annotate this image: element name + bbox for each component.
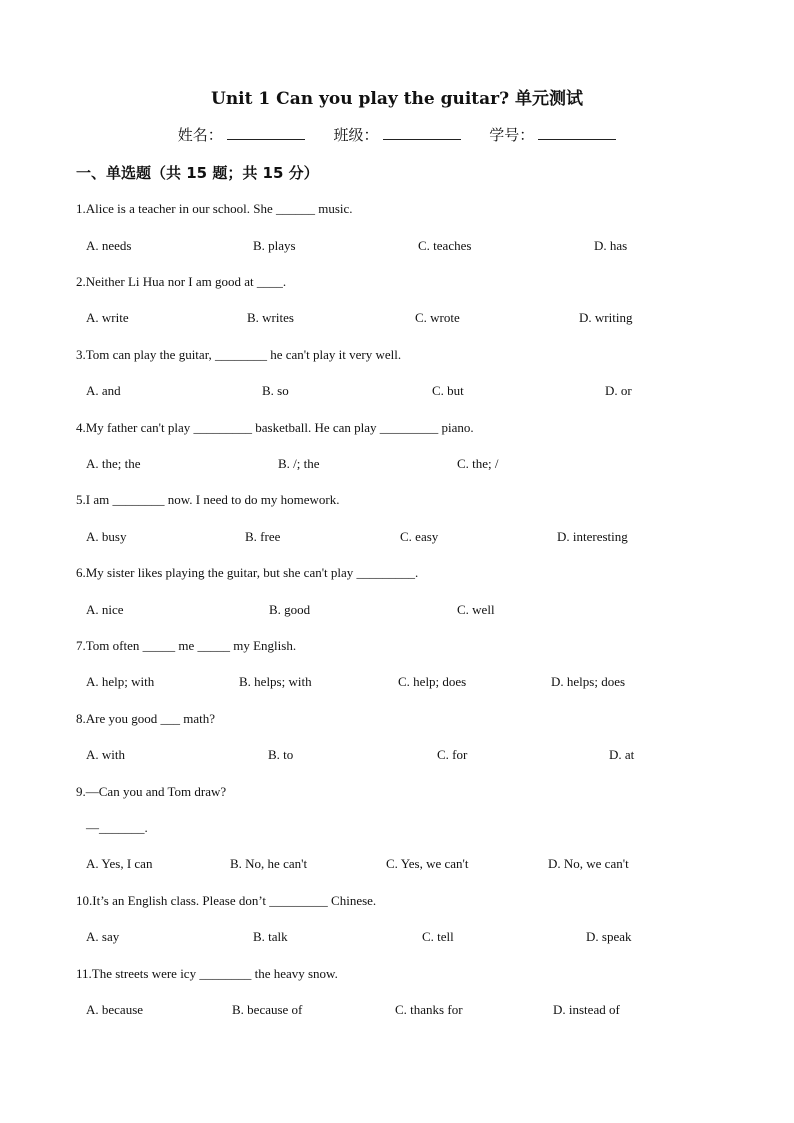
question-4-option-c[interactable]: C. the; / [457,456,499,471]
question-5-option-a[interactable]: A. busy [86,529,127,544]
question-2-option-a[interactable]: A. write [86,310,129,325]
question-10-option-a[interactable]: A. say [86,929,120,944]
question-1-option-b[interactable]: B. plays [253,238,296,253]
question-9-option-c[interactable]: C. Yes, we can't [386,856,469,871]
question-6-text: 6.My sister likes playing the guitar, but she can't play _________. [76,565,419,580]
name-label: 姓名： [177,126,223,144]
page-title: Unit 1 Can you play the guitar? 单元测试 [211,89,583,109]
question-5-text: 5.I am ________ now. I need to do my homework. [76,492,340,507]
number-label: 学号： [489,126,535,144]
question-7-option-b[interactable]: B. helps; with [239,674,312,689]
question-3-option-d[interactable]: D. or [605,383,632,398]
question-2-option-b[interactable]: B. writes [247,310,294,325]
student-info-row [0,124,794,145]
question-6-option-b[interactable]: B. good [269,602,311,617]
question-3-option-c[interactable]: C. but [432,383,464,398]
question-1-option-d[interactable]: D. has [594,238,628,253]
question-10-option-d[interactable]: D. speak [586,929,632,944]
question-2-text: 2.Neither Li Hua nor I am good at ____. [76,274,287,289]
question-3-text: 3.Tom can play the guitar, ________ he can't play it very well. [76,347,402,362]
question-11-option-b[interactable]: B. because of [232,1002,303,1017]
question-1-option-a[interactable]: A. needs [86,238,132,253]
class-blank[interactable] [383,125,461,140]
question-10-option-b[interactable]: B. talk [253,929,288,944]
question-1-option-c[interactable]: C. teaches [418,238,472,253]
number-blank[interactable] [538,125,616,140]
question-8-option-b[interactable]: B. to [268,747,294,762]
question-4-option-a[interactable]: A. the; the [86,456,141,471]
question-8-option-c[interactable]: C. for [437,747,468,762]
question-9-answer-line: —_______. [86,820,148,835]
question-7-option-a[interactable]: A. help; with [86,674,155,689]
question-4-option-b[interactable]: B. /; the [278,456,320,471]
question-8-text: 8.Are you good ___ math? [76,711,216,726]
question-8-option-a[interactable]: A. with [86,747,125,762]
question-11-option-a[interactable]: A. because [86,1002,144,1017]
number-field[interactable] [489,124,616,145]
question-10-option-c[interactable]: C. tell [422,929,454,944]
question-9-option-d[interactable]: D. No, we can't [548,856,629,871]
question-4-text: 4.My father can't play _________ basketball. He can play _________ piano. [76,420,474,435]
class-label: 班级： [333,126,379,144]
question-8-option-d[interactable]: D. at [609,747,635,762]
question-10-text: 10.It’s an English class. Please don’t _________ Chinese. [76,893,377,908]
question-11-option-c[interactable]: C. thanks for [395,1002,463,1017]
question-5-option-b[interactable]: B. free [245,529,281,544]
question-7-option-d[interactable]: D. helps; does [551,674,626,689]
name-field[interactable] [178,124,305,145]
section-heading: 一、单选题（共 15 题；共 15 分） [76,164,319,182]
question-7-option-c[interactable]: C. help; does [398,674,467,689]
question-2-option-c[interactable]: C. wrote [415,310,460,325]
question-2-option-d[interactable]: D. writing [579,310,633,325]
question-9-option-b[interactable]: B. No, he can't [230,856,308,871]
name-blank[interactable] [227,125,305,140]
question-11-text: 11.The streets were icy ________ the heavy snow. [76,966,338,981]
class-field[interactable] [333,124,460,145]
question-3-option-a[interactable]: A. and [86,383,121,398]
question-3-option-b[interactable]: B. so [262,383,289,398]
question-9-option-a[interactable]: A. Yes, I can [86,856,153,871]
question-7-text: 7.Tom often _____ me _____ my English. [76,638,297,653]
question-11-option-d[interactable]: D. instead of [553,1002,620,1017]
question-6-option-a[interactable]: A. nice [86,602,124,617]
question-5-option-c[interactable]: C. easy [400,529,439,544]
question-9-text: 9.—Can you and Tom draw? [76,784,227,799]
question-6-option-c[interactable]: C. well [457,602,495,617]
question-5-option-d[interactable]: D. interesting [557,529,628,544]
question-1-text: 1.Alice is a teacher in our school. She ______ music. [76,201,353,216]
